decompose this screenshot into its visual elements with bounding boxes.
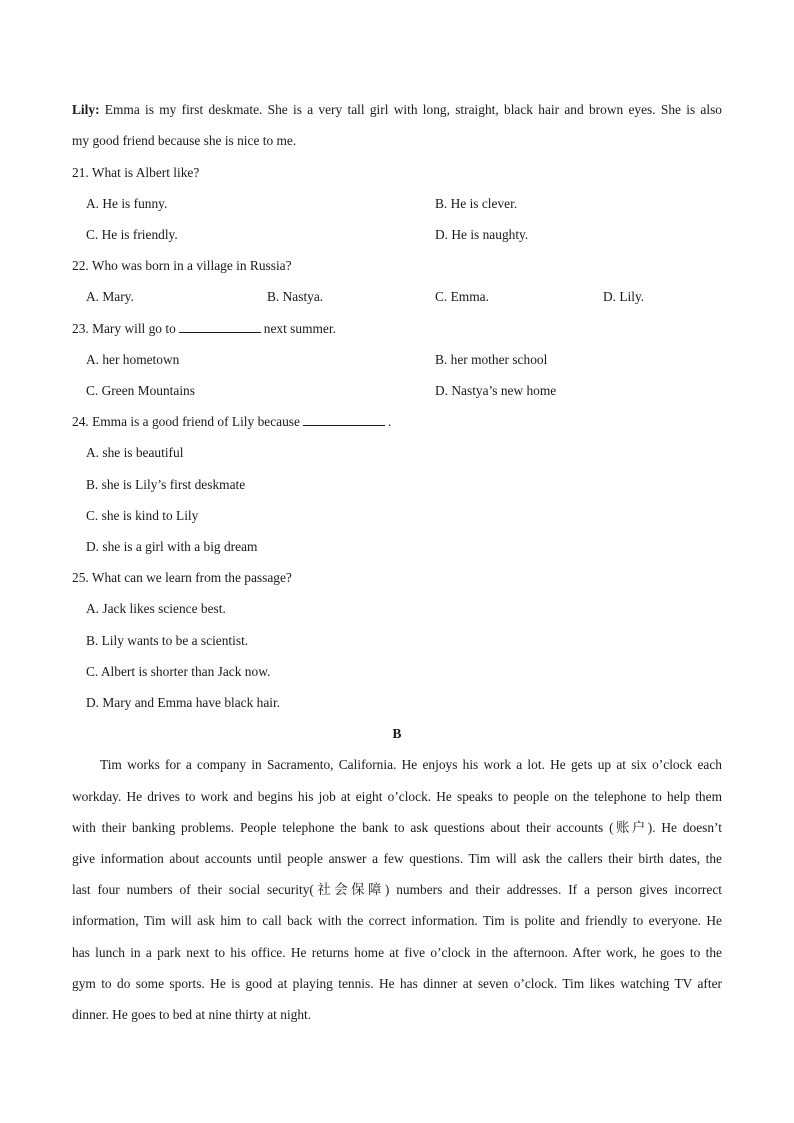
q22-option-c[interactable]: C. Emma.: [435, 289, 489, 304]
q25-option-c[interactable]: C. Albert is shorter than Jack now.: [86, 664, 271, 679]
q25-option-d[interactable]: D. Mary and Emma have black hair.: [86, 695, 281, 710]
question-23-stem: [72, 320, 722, 338]
passage-line: give information about accounts until people answer a few questions. Tim will ask the callers their birth dates, the: [72, 851, 722, 866]
q22-option-b[interactable]: B. Nastya.: [267, 289, 324, 304]
q24-stem-before: 24. Emma is a good friend of Lily because: [72, 414, 300, 429]
passage-line: Tim works for a company in Sacramento, California. He enjoys his work a lot. He gets up at six o’clock each: [100, 757, 722, 772]
lily-line-2: my good friend because she is nice to me.: [72, 133, 297, 148]
passage-line: gym to do some sports. He is good at playing tennis. He has dinner at seven o’clock. Tim likes watching TV after: [72, 976, 722, 991]
q24-option-c[interactable]: C. she is kind to Lily: [86, 508, 199, 523]
q25-option-a[interactable]: A. Jack likes science best.: [86, 601, 226, 616]
q22-option-d[interactable]: D. Lily.: [603, 289, 645, 304]
passage-line: has lunch in a park next to his office. He returns home at five o’clock in the afternoon. After work, he goes to the: [72, 945, 722, 960]
passage-line: dinner. He goes to bed at nine thirty at night.: [72, 1007, 312, 1022]
passage-line: information, Tim will ask him to call back with the correct information. Tim is polite and friendly to everyone. He: [72, 913, 722, 928]
passage-line: with their banking problems. People telephone the bank to ask questions about their accounts (账户). He doesn’t: [72, 820, 722, 835]
q23-stem-after: next summer.: [263, 321, 336, 336]
q24-option-b[interactable]: B. she is Lily’s first deskmate: [86, 477, 246, 492]
q21-option-d[interactable]: D. He is naughty.: [435, 227, 529, 242]
section-b-title: B: [392, 726, 402, 741]
passage-line: last four numbers of their social security(社会保障) numbers and their addresses. If a person gives incorrect: [72, 882, 722, 897]
lily-label: Lily:: [72, 102, 100, 117]
passage-line: workday. He drives to work and begins his job at eight o’clock. He speaks to people on the telephone to help them: [72, 789, 722, 804]
q24-blank: [303, 413, 385, 426]
q24-stem-after: .: [387, 414, 392, 429]
question-21-stem: 21. What is Albert like?: [72, 165, 200, 180]
question-22-stem: 22. Who was born in a village in Russia?: [72, 258, 292, 273]
q21-option-c[interactable]: C. He is friendly.: [86, 227, 178, 242]
q23-option-c[interactable]: C. Green Mountains: [86, 383, 195, 398]
q23-option-a[interactable]: A. her hometown: [86, 352, 180, 367]
lily-line-1: [72, 101, 722, 119]
q23-blank: [179, 320, 261, 333]
q24-option-d[interactable]: D. she is a girl with a big dream: [86, 539, 258, 554]
question-25-stem: 25. What can we learn from the passage?: [72, 570, 292, 585]
lily-text-1: Emma is my first deskmate. She is a very tall girl with long, straight, black hair and brown eyes. She is also: [99, 102, 722, 117]
q24-option-a[interactable]: A. she is beautiful: [86, 445, 184, 460]
q23-option-b[interactable]: B. her mother school: [435, 352, 548, 367]
q21-option-b[interactable]: B. He is clever.: [435, 196, 518, 211]
q23-stem-before: 23. Mary will go to: [72, 321, 176, 336]
q23-option-d[interactable]: D. Nastya’s new home: [435, 383, 557, 398]
q22-option-a[interactable]: A. Mary.: [86, 289, 134, 304]
q25-option-b[interactable]: B. Lily wants to be a scientist.: [86, 633, 249, 648]
q21-option-a[interactable]: A. He is funny.: [86, 196, 168, 211]
question-24-stem: [72, 413, 722, 431]
